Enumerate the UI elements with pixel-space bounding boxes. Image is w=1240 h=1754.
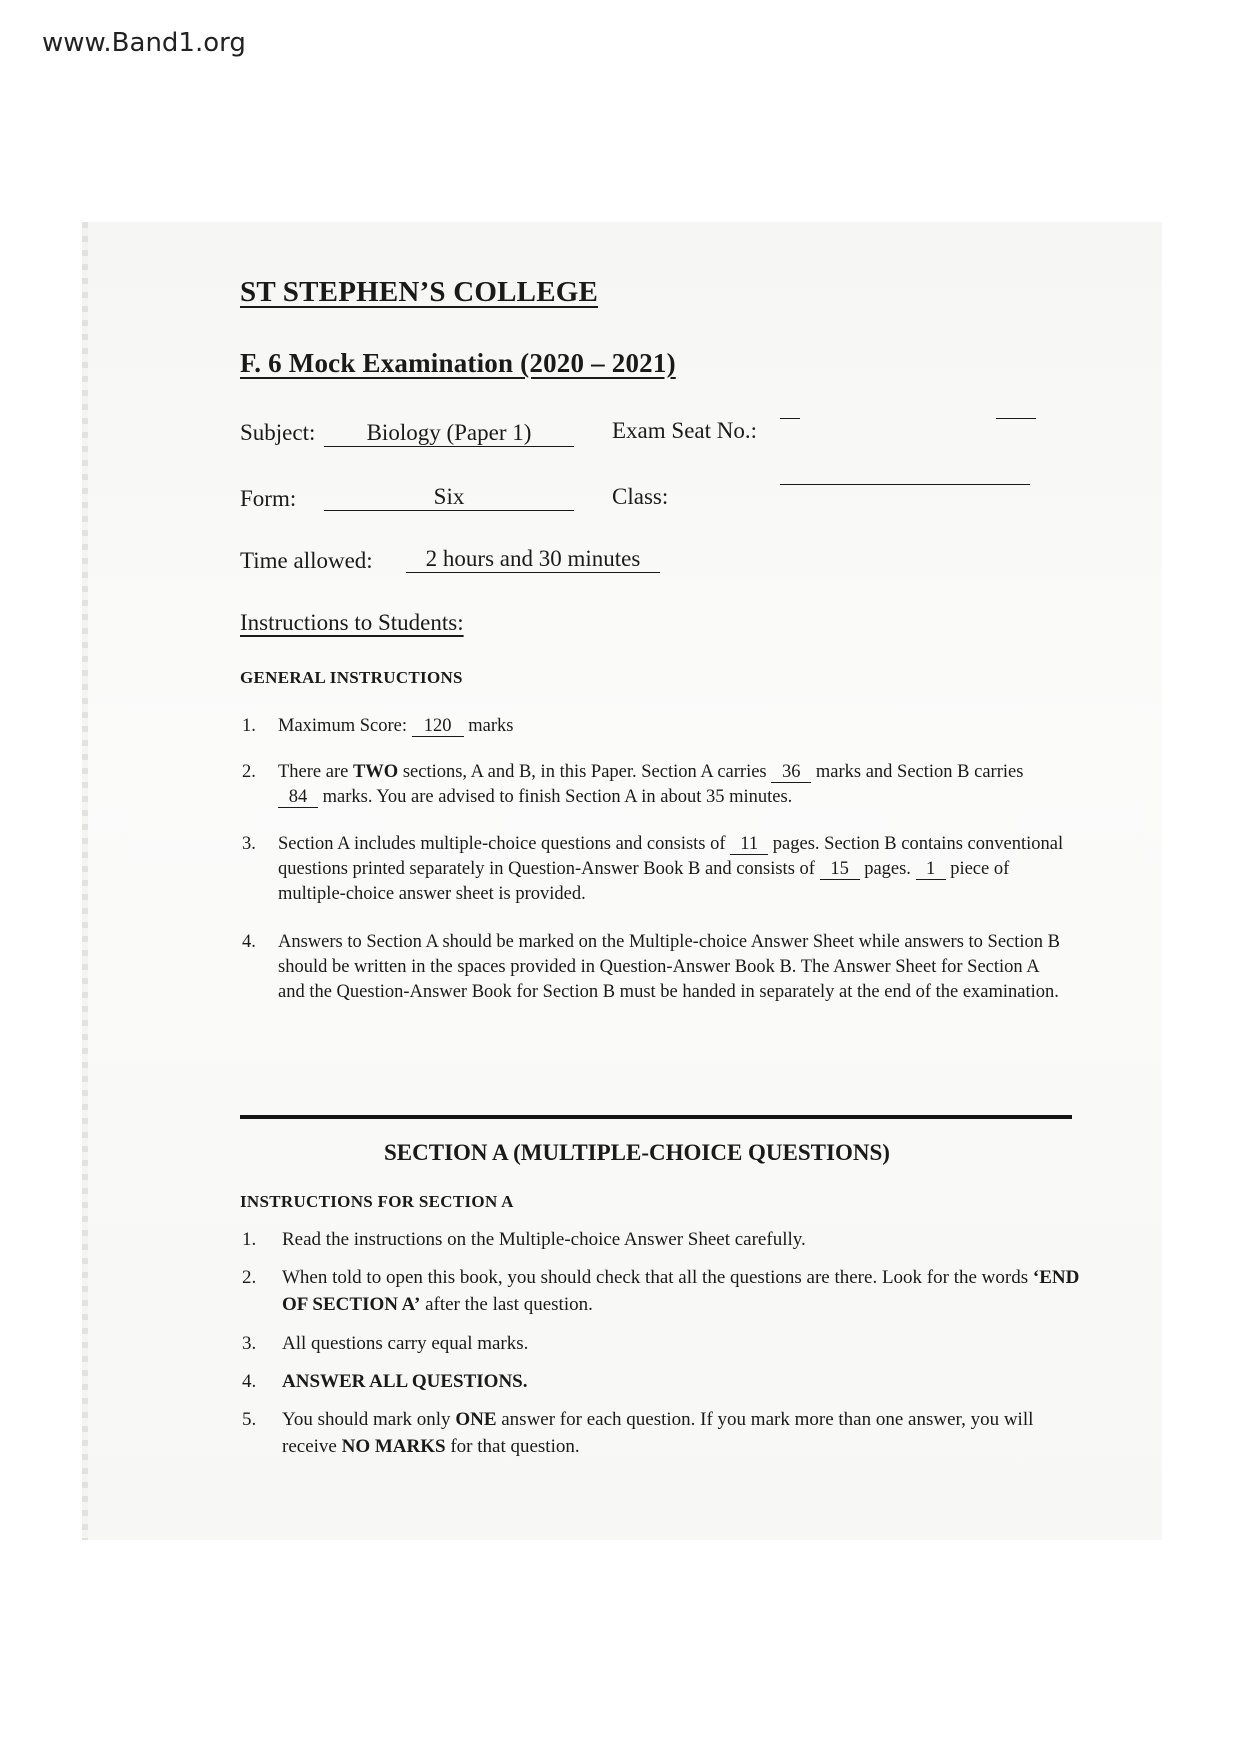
exam-seat-blank-start xyxy=(780,418,800,419)
item-number: 2. xyxy=(242,762,256,782)
general-item-2 xyxy=(242,760,1072,812)
section-b-marks: 84 xyxy=(278,787,318,808)
general-instructions-heading: GENERAL INSTRUCTIONS xyxy=(240,668,463,687)
exam-seat-blank-end xyxy=(996,418,1036,419)
section-a-instructions-heading: INSTRUCTIONS FOR SECTION A xyxy=(240,1192,514,1211)
form-value: Six xyxy=(324,484,574,511)
class-value xyxy=(780,484,1030,485)
section-a-title: SECTION A (MULTIPLE-CHOICE QUESTIONS) xyxy=(384,1140,890,1165)
subject-value: Biology (Paper 1) xyxy=(324,420,574,447)
section-a-item-4 xyxy=(242,1368,1082,1396)
item-text: Answers to Section A should be marked on the Multiple-choice Answer Sheet while answers to Section B should be written in the spaces provided in Question-Answer Book B. The Answer Sheet for Section A and the Question-Answer Book for Section B must be handed in separately at the end of the examination. xyxy=(278,932,1061,1002)
class-label: Class: xyxy=(612,484,669,509)
general-item-4 xyxy=(242,930,1072,1034)
item-number: 3. xyxy=(242,1333,257,1354)
item-number: 1. xyxy=(242,1229,257,1250)
section-a-item-5 xyxy=(242,1406,1082,1462)
time-allowed-label: Time allowed: xyxy=(240,548,373,573)
item-text: ANSWER ALL QUESTIONS. xyxy=(282,1371,528,1392)
exam-seat-label: Exam Seat No.: xyxy=(612,418,757,443)
item-number: 5. xyxy=(242,1409,257,1430)
section-a-item-3 xyxy=(242,1330,1082,1358)
section-b-pages: 15 xyxy=(820,859,860,880)
item-text: All questions carry equal marks. xyxy=(282,1333,529,1354)
item-text: When told to open this book, you should check that all the questions are there. Look for the words ‘END OF SECTION A’ after the last question. xyxy=(282,1267,1080,1315)
general-item-1 xyxy=(242,714,1072,740)
instructions-heading: Instructions to Students: xyxy=(240,610,464,635)
max-score-value: 120 xyxy=(412,716,464,737)
exam-title: F. 6 Mock Examination (2020 – 2021) xyxy=(240,348,676,378)
section-a-item-2 xyxy=(242,1264,1082,1320)
section-a-marks: 36 xyxy=(771,762,811,783)
section-a-pages: 11 xyxy=(730,834,768,855)
section-divider xyxy=(240,1115,1072,1119)
answer-sheet-count: 1 xyxy=(916,859,946,880)
subject-label: Subject: xyxy=(240,420,316,445)
watermark-url: www.Band1.org xyxy=(42,28,246,58)
item-text: Section A includes multiple-choice questions and consists of 11 pages. Section B contains conventional questions printed separately in Question-Answer Book B and consists of 15 pages. 1 piece of multiple-choice answer sheet is provided. xyxy=(278,834,1064,904)
item-number: 4. xyxy=(242,932,256,952)
item-number: 2. xyxy=(242,1267,257,1288)
section-a-item-1 xyxy=(242,1226,1082,1254)
page-edge-shadow xyxy=(82,222,88,1540)
item-number: 4. xyxy=(242,1371,257,1392)
item-text: Read the instructions on the Multiple-choice Answer Sheet carefully. xyxy=(282,1229,806,1250)
form-label: Form: xyxy=(240,486,297,511)
item-text: You should mark only ONE answer for each question. If you mark more than one answer, you will receive NO MARKS for that question. xyxy=(282,1409,1034,1457)
item-text: There are TWO sections, A and B, in this Paper. Section A carries 36 marks and Section B carries 84 marks. You are advised to finish Section A in about 35 minutes. xyxy=(278,762,1024,807)
item-number: 3. xyxy=(242,834,256,854)
item-text: Maximum Score: 120 marks xyxy=(278,716,514,736)
item-number: 1. xyxy=(242,716,256,736)
school-name: ST STEPHEN’S COLLEGE xyxy=(240,276,599,308)
time-allowed-value: 2 hours and 30 minutes xyxy=(406,546,660,573)
general-item-3 xyxy=(242,832,1072,910)
